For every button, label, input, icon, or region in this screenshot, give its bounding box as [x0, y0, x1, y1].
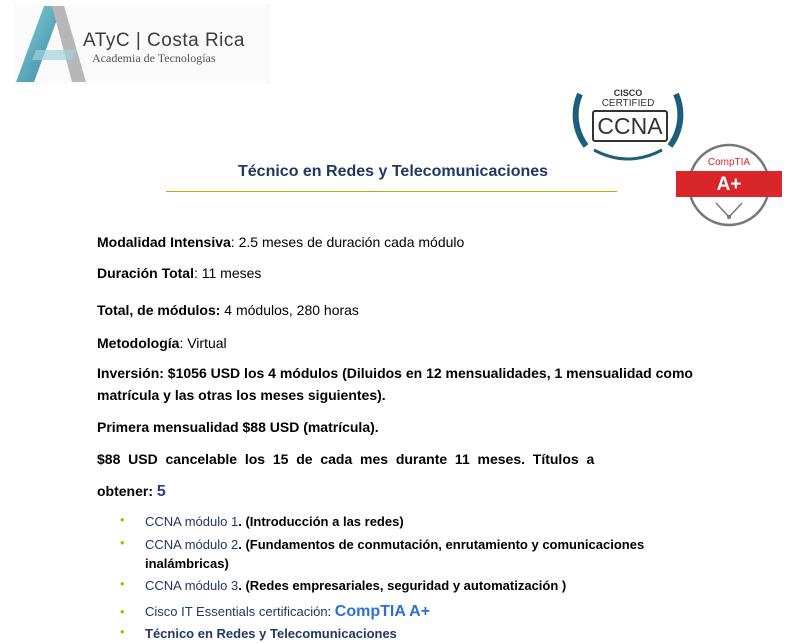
logo-name: ATyC | Costa Rica — [83, 30, 245, 51]
metodologia-line — [97, 335, 227, 351]
title-underline — [166, 191, 617, 192]
ccna-middle-text: CERTIFIED — [601, 98, 655, 109]
ccna-main-text: CCNA — [592, 110, 668, 142]
obtener-label: obtener: — [97, 483, 157, 499]
duracion-value: : 11 meses — [193, 265, 262, 281]
bullet-icon: • — [120, 604, 125, 619]
item-name: CCNA módulo 1 — [145, 514, 239, 529]
item-mid: certificación — [255, 604, 328, 619]
item-name: Cisco IT Essentials — [145, 604, 256, 619]
bullet-icon: • — [120, 535, 125, 550]
page-title: Técnico en Redes y Telecomunicaciones — [238, 163, 549, 180]
obtener-line — [97, 483, 166, 501]
logo-subtitle: Academia de Tecnologías — [92, 51, 216, 65]
comptia-badge — [676, 141, 782, 229]
logo-triangle-icon — [14, 4, 94, 84]
duracion-line — [97, 265, 261, 281]
item-separator: . — [238, 537, 246, 552]
item-description: (Introducción a las redes) — [245, 514, 404, 529]
metodologia-value: : Virtual — [179, 335, 227, 351]
item-name: CCNA módulo 2 — [145, 537, 239, 552]
total-value: 4 módulos, 280 horas — [220, 302, 359, 318]
comptia-main-text: A+ — [716, 174, 742, 195]
modalidad-label: Modalidad Intensiva — [97, 234, 231, 250]
inversion-line-1: Inversión: $1056 USD los 4 módulos (Diluidos en 12 mensualidades, 1 mensualidad como — [97, 365, 693, 381]
metodologia-label: Metodología — [97, 335, 180, 351]
item-name: CCNA módulo 3 — [145, 578, 239, 593]
item-description: (Fundamentos de conmutación, enrutamiento y comunicaciones inalámbricas) — [145, 537, 645, 571]
item-separator: : — [327, 604, 335, 619]
bullet-icon: • — [120, 576, 125, 591]
total-label: Total, de módulos: — [97, 302, 221, 318]
total-line — [97, 302, 359, 318]
item-separator: . — [238, 514, 246, 529]
ccna-top-text: CISCO — [613, 88, 643, 98]
modalidad-value: : 2.5 meses de duración cada módulo — [230, 234, 465, 250]
bullet-icon: • — [120, 512, 125, 527]
inversion-line-2: matrícula y las otras los meses siguientes). — [97, 387, 386, 403]
primera-mensualidad: Primera mensualidad $88 USD (matrícula). — [97, 419, 379, 435]
ccna-badge — [566, 84, 690, 162]
cancelable-line: $88 USD cancelable los 15 de cada mes durante 11 meses. Títulos a — [97, 451, 595, 467]
obtener-value: 5 — [156, 483, 166, 500]
comptia-top-text: CompTIA — [707, 157, 751, 168]
bullet-icon: • — [120, 624, 125, 639]
item-description: CompTIA A+ — [334, 603, 431, 620]
duracion-label: Duración Total — [97, 265, 194, 281]
modalidad-line — [97, 234, 464, 250]
item-separator: . — [238, 578, 246, 593]
item-description: (Redes empresariales, seguridad y automatización ) — [245, 578, 567, 593]
item-name: Técnico en Redes y Telecomunicaciones — [145, 626, 397, 641]
